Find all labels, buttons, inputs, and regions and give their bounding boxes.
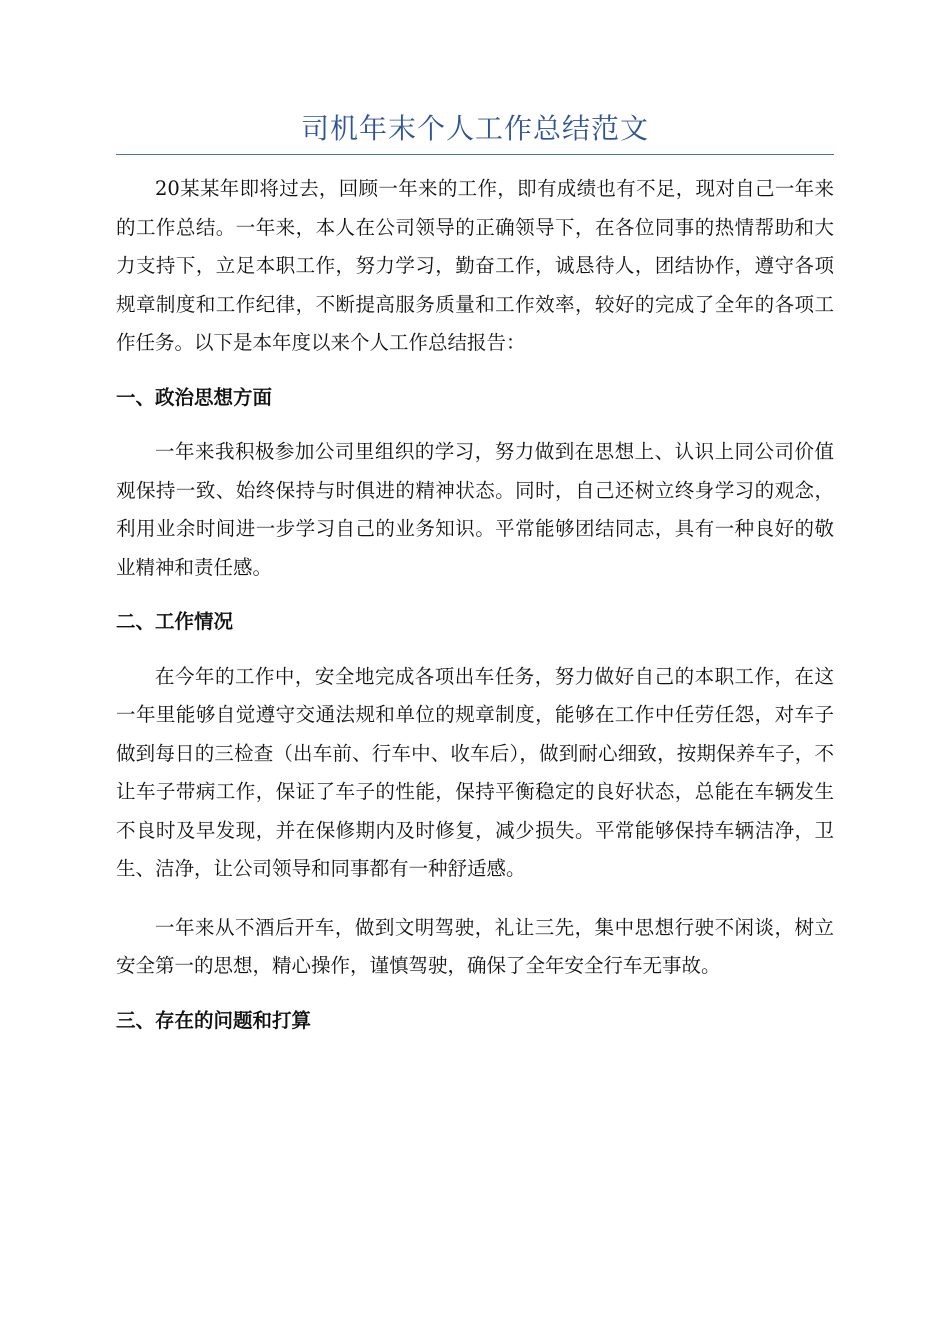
- section-heading-politics: 一、政治思想方面: [116, 385, 273, 409]
- spacer: [116, 363, 834, 379]
- work-paragraph-2: 一年来从不酒后开车，做到文明驾驶，礼让三先，集中思想行驶不闲谈，树立安全第一的思想，精心操作，谨慎驾驶，确保了全年安全行车无事故。: [116, 915, 834, 977]
- work-paragraph-1: 在今年的工作中，安全地完成各项出车任务，努力做好自己的本职工作，在这一年里能够自觉遵守交通法规和单位的规章制度，能够在工作中任劳任怨，对车子做到每日的三检查（出车前、行车中、收车后），做到耐心细致，按期保养车子，不让车子带病工作，保证了车子的性能，保持平衡稳定的良好状态，总能在车辆发生不良时及早发现，并在保修期内及时修复，减少损失。平常能够保持车辆洁净，卫生、洁净，让公司领导和同事都有一种舒适感。: [116, 664, 834, 880]
- spacer: [116, 889, 834, 909]
- spacer: [116, 986, 834, 1002]
- intro-paragraph: 20某某年即将过去，回顾一年来的工作，即有成绩也有不足，现对自己一年来的工作总结。一年来，本人在公司领导的正确领导下，在各位同事的热情帮助和大力支持下，立足本职工作，努力学习，勤奋工作，诚恳待人，团结协作，遵守各项规章制度和工作纪律，不断提高服务质量和工作效率，较好的完成了全年的各项工作任务。以下是本年度以来个人工作总结报告：: [116, 177, 834, 354]
- document-title: 司机年末个人工作总结范文: [300, 112, 649, 145]
- spacer: [116, 587, 834, 603]
- politics-paragraph: 一年来我积极参加公司里组织的学习，努力做到在思想上、认识上同公司价值观保持一致、始终保持与时俱进的精神状态。同时，自己还树立终身学习的观念，利用业余时间进一步学习自己的业务知识。平常能够团结同志，具有一种良好的敬业精神和责任感。: [116, 440, 834, 579]
- spacer: [116, 417, 834, 433]
- document-body: [116, 170, 834, 1040]
- section-heading-problems: 三、存在的问题和打算: [116, 1008, 312, 1032]
- title-underline: [116, 154, 834, 155]
- section-heading-work: 二、工作情况: [116, 610, 234, 633]
- spacer: [116, 642, 834, 658]
